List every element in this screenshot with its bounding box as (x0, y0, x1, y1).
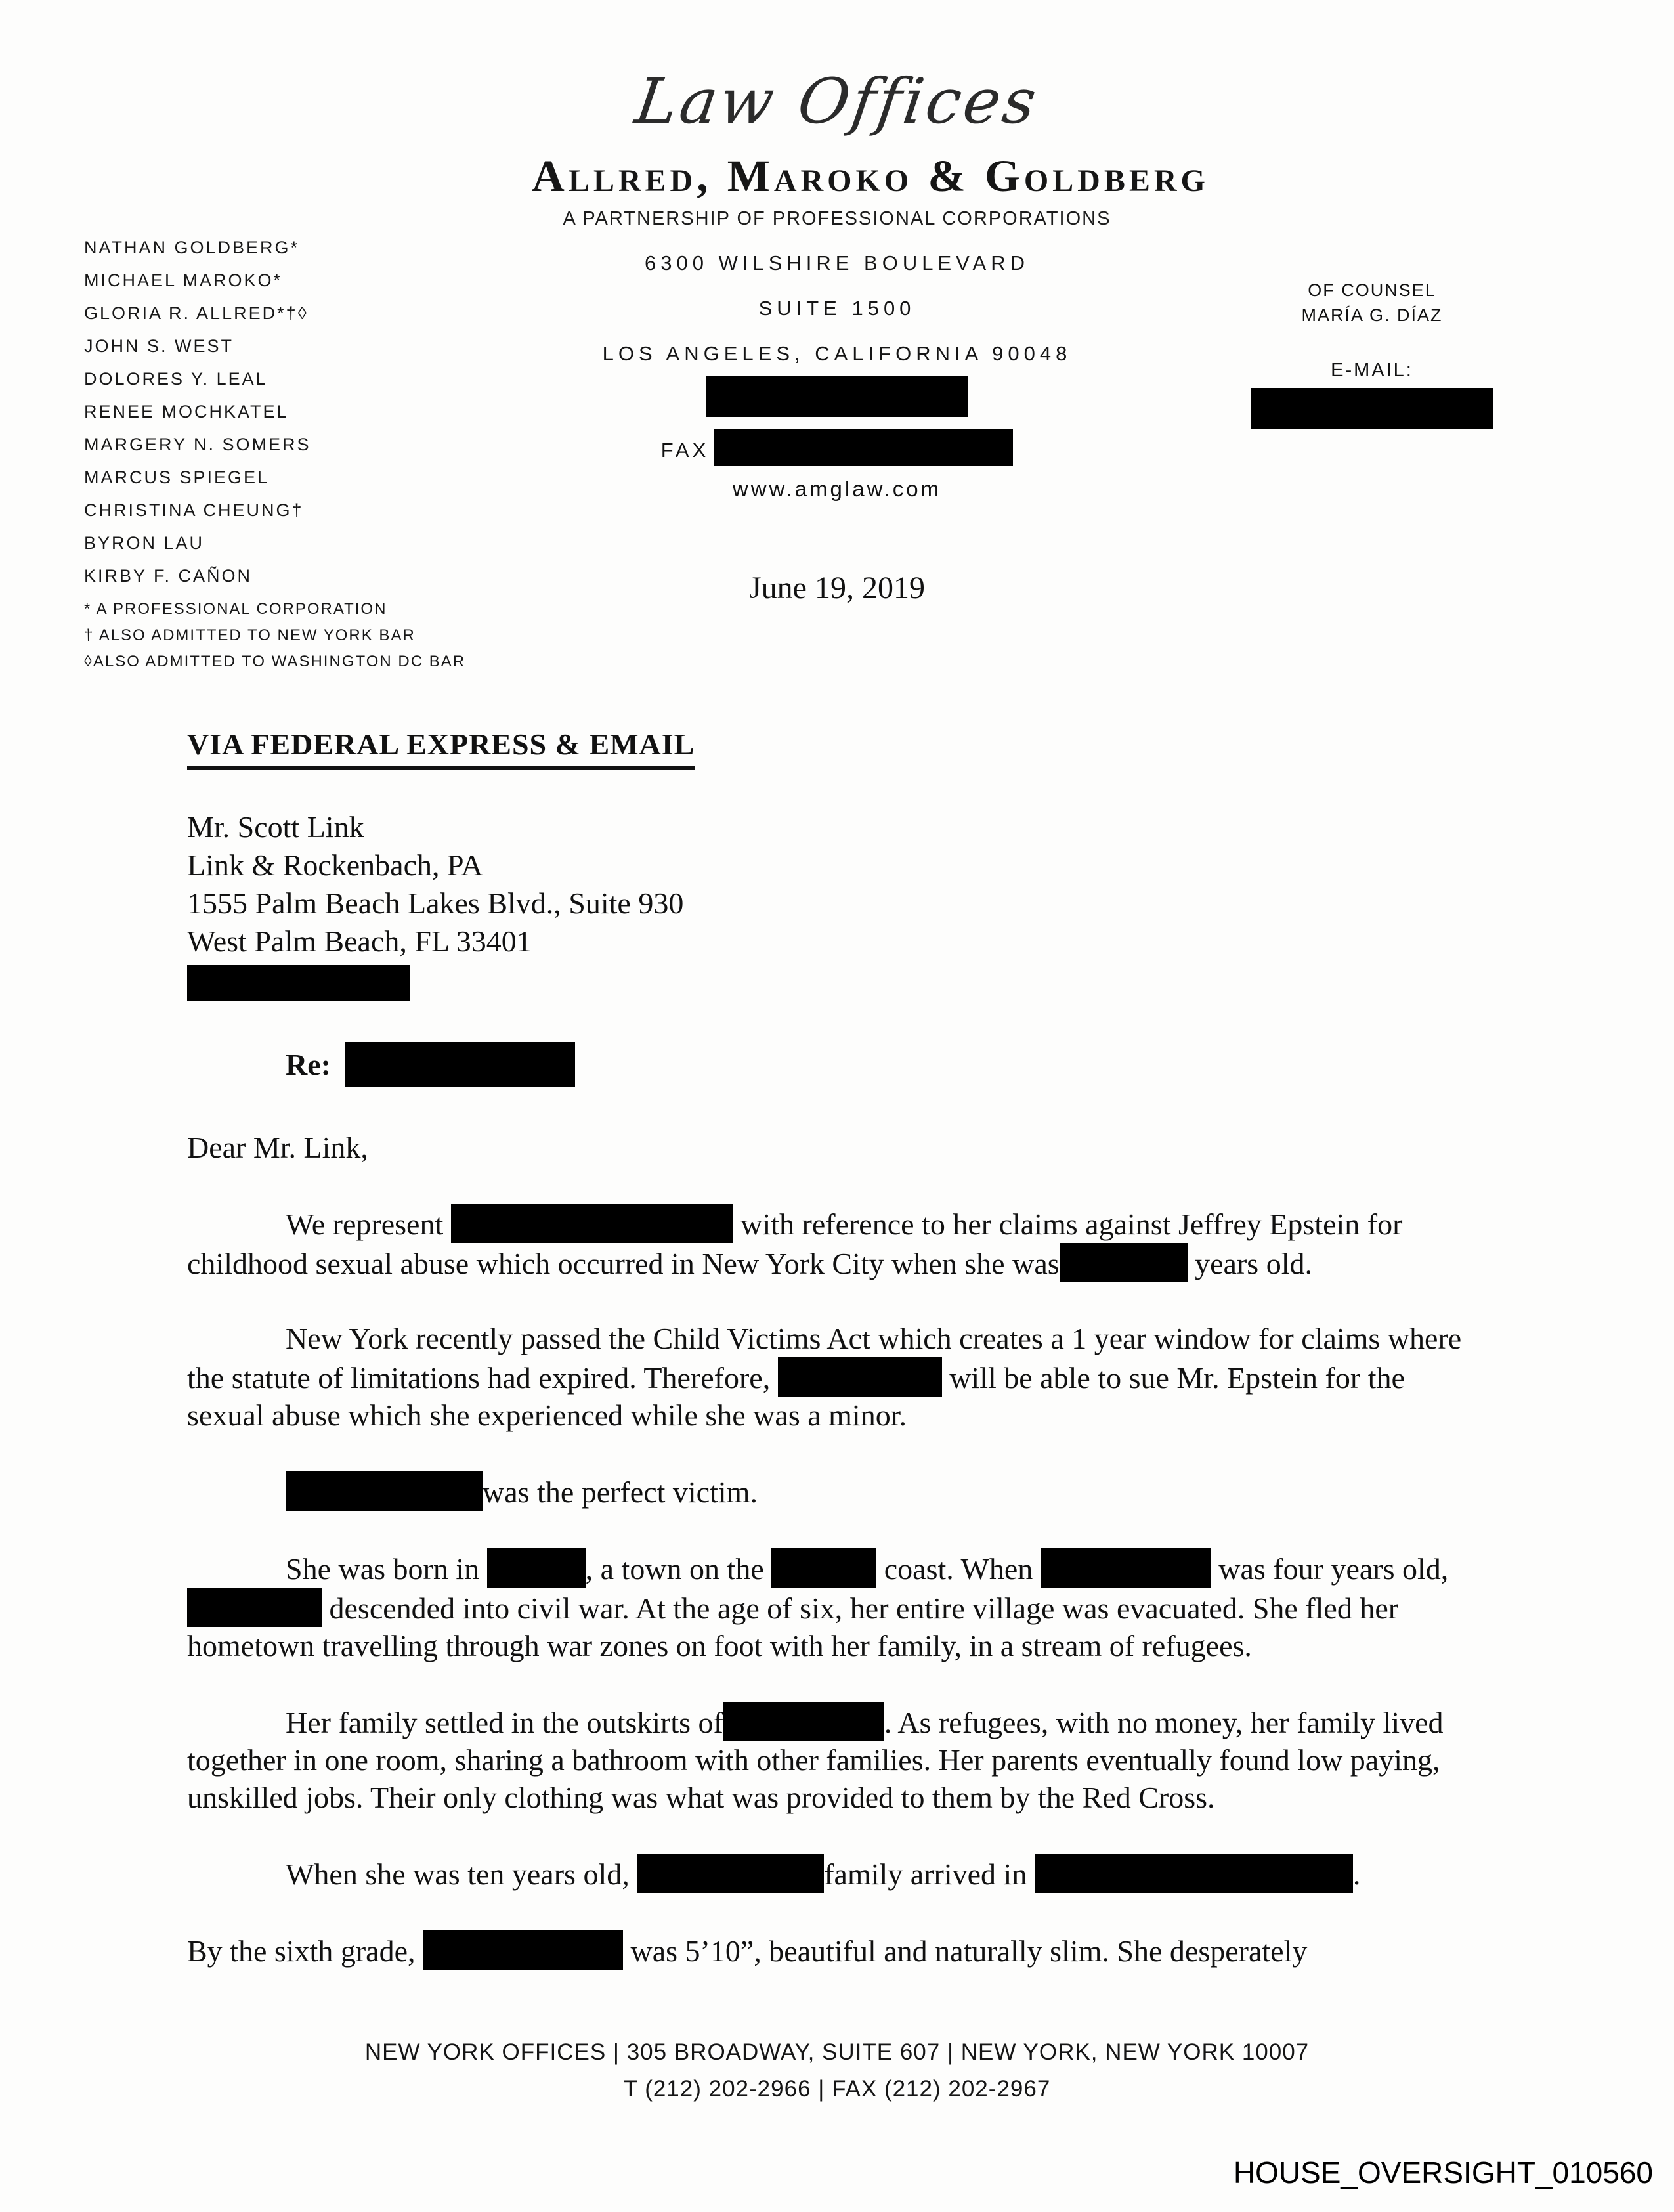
paragraph-text: was 5’10”, beautiful and naturally slim. She desperately (623, 1934, 1308, 1968)
letterhead-center (532, 62, 1209, 502)
paragraph-text: was four years old, (1211, 1552, 1449, 1586)
footnote: † ALSO ADMITTED TO NEW YORK BAR (84, 626, 416, 644)
recipient-email-redaction-bar (187, 965, 410, 1001)
of-counsel-block (1234, 278, 1510, 432)
phone-redaction-bar (706, 376, 968, 417)
partnership-line: A PARTNERSHIP OF PROFESSIONAL CORPORATIONS (563, 208, 1111, 229)
paragraph-text: She was born in (286, 1552, 487, 1586)
attorney-name: BYRON LAU (84, 533, 205, 553)
re-redaction-bar (345, 1042, 575, 1087)
email-redaction-bar (1251, 388, 1493, 429)
redaction-bar-birth-town (487, 1548, 586, 1588)
paragraph-text: . (1352, 1857, 1361, 1891)
paragraph-6 (187, 1854, 1467, 1893)
address-line-2: SUITE 1500 (758, 297, 916, 320)
redaction-bar-client-name (423, 1930, 623, 1970)
attorney-name: MARCUS SPIEGEL (84, 467, 270, 487)
law-offices-script: Law Offices (631, 66, 1043, 138)
re-label: Re: (286, 1048, 331, 1081)
redaction-bar-client-name (637, 1854, 824, 1893)
redaction-bar-destination (1035, 1854, 1353, 1893)
paragraph-5 (187, 1702, 1467, 1816)
salutation: Dear Mr. Link, (187, 1131, 368, 1164)
paragraph-text: By the sixth grade, (187, 1934, 423, 1968)
website-url: www.amglaw.com (732, 477, 942, 501)
paragraph-text: . As refugees, with no money, her family lived together in one room, sharing a bathroom with other families. Her parents eventually found low paying, unskilled jobs. Their only clothing was what was provided to them by the Red Cross. (187, 1706, 1444, 1814)
redaction-bar-country (187, 1588, 322, 1627)
paragraph-text: family arrived in (824, 1857, 1035, 1891)
paragraph-3 (187, 1471, 1467, 1511)
attorney-name: JOHN S. WEST (84, 336, 234, 356)
paragraph-text: Her family settled in the outskirts of (286, 1706, 723, 1739)
attorney-name: NATHAN GOLDBERG* (84, 238, 300, 257)
attorney-footnotes (84, 596, 517, 675)
recipient-block (187, 808, 1467, 1001)
attorney-name: CHRISTINA CHEUNG† (84, 500, 304, 520)
paragraph-text: We represent (286, 1207, 451, 1241)
paragraph-text: , a town on the (585, 1552, 772, 1586)
attorney-name: DOLORES Y. LEAL (84, 369, 268, 389)
delivery-method: VIA FEDERAL EXPRESS & EMAIL (187, 726, 695, 770)
footnote: ◊ALSO ADMITTED TO WASHINGTON DC BAR (84, 653, 466, 670)
footer (0, 2034, 1674, 2108)
bates-number: HOUSE_OVERSIGHT_010560 (1233, 2156, 1653, 2190)
redaction-bar-city (723, 1702, 884, 1741)
paragraph-text: When she was ten years old, (286, 1857, 637, 1891)
redaction-bar-client-name (286, 1471, 483, 1511)
footer-ny-office-line: NEW YORK OFFICES | 305 BROADWAY, SUITE 607 | NEW YORK, NEW YORK 10007 (364, 2039, 1310, 2065)
paragraph-text: New York recently passed the Child Victims Act which creates a 1 year window for claims where the statute of limitations had expired. Therefore, (187, 1322, 1462, 1395)
email-label: E-MAIL: (1331, 360, 1413, 381)
letter-date: June 19, 2019 (749, 571, 925, 605)
paragraph-text: descended into civil war. At the age of six, her entire village was evacuated. She fled her hometown travelling through war zones on foot with her family, in a stream of refugees. (187, 1592, 1399, 1662)
attorney-name: MARGERY N. SOMERS (84, 435, 311, 454)
redaction-bar-age (1060, 1243, 1188, 1282)
paragraph-text: will be able to sue Mr. Epstein for the sexual abuse which she experienced while she was a minor. (187, 1361, 1405, 1432)
paragraph-1 (187, 1204, 1467, 1282)
paragraph-text: was the perfect victim. (483, 1475, 758, 1509)
firm-name: Allred, Maroko & Goldberg (532, 151, 1209, 201)
paragraph-7 (187, 1930, 1467, 1970)
fax-label: FAX (660, 439, 710, 462)
paragraph-text: coast. When (876, 1552, 1041, 1586)
attorney-list (84, 231, 517, 675)
attorney-name: GLORIA R. ALLRED*†◊ (84, 303, 309, 323)
redaction-bar-client-name (1041, 1548, 1211, 1588)
address-line-3: LOS ANGELES, CALIFORNIA 90048 (602, 342, 1072, 365)
paragraph-text: with reference to her claims against Jeffrey Epstein for childhood sexual abuse which occurred in New York City when she was (187, 1207, 1403, 1280)
address-line-1: 6300 WILSHIRE BOULEVARD (645, 251, 1029, 274)
paragraph-2 (187, 1320, 1467, 1434)
redaction-bar-client-name (778, 1357, 942, 1397)
of-counsel-label: OF COUNSEL (1308, 280, 1436, 300)
fax-redaction-bar (714, 429, 1013, 466)
attorney-name: MICHAEL MAROKO* (84, 271, 283, 290)
attorney-name: KIRBY F. CAÑON (84, 566, 253, 586)
recipient-address-1: 1555 Palm Beach Lakes Blvd., Suite 930 (187, 886, 684, 920)
redaction-bar-coast (771, 1548, 876, 1588)
recipient-name: Mr. Scott Link (187, 810, 364, 844)
letter-body (187, 726, 1467, 1970)
redaction-bar-client-name (451, 1204, 733, 1243)
of-counsel-name: MARÍA G. DÍAZ (1301, 305, 1443, 325)
paragraph-4 (187, 1548, 1467, 1664)
re-line (286, 1042, 1467, 1087)
attorney-name: RENEE MOCHKATEL (84, 402, 289, 422)
footnote: * A PROFESSIONAL CORPORATION (84, 600, 387, 618)
recipient-address-2: West Palm Beach, FL 33401 (187, 924, 532, 958)
recipient-firm: Link & Rockenbach, PA (187, 848, 483, 882)
paragraph-text: years old. (1187, 1247, 1312, 1280)
footer-ny-phone-line: T (212) 202-2966 | FAX (212) 202-2967 (623, 2076, 1051, 2102)
